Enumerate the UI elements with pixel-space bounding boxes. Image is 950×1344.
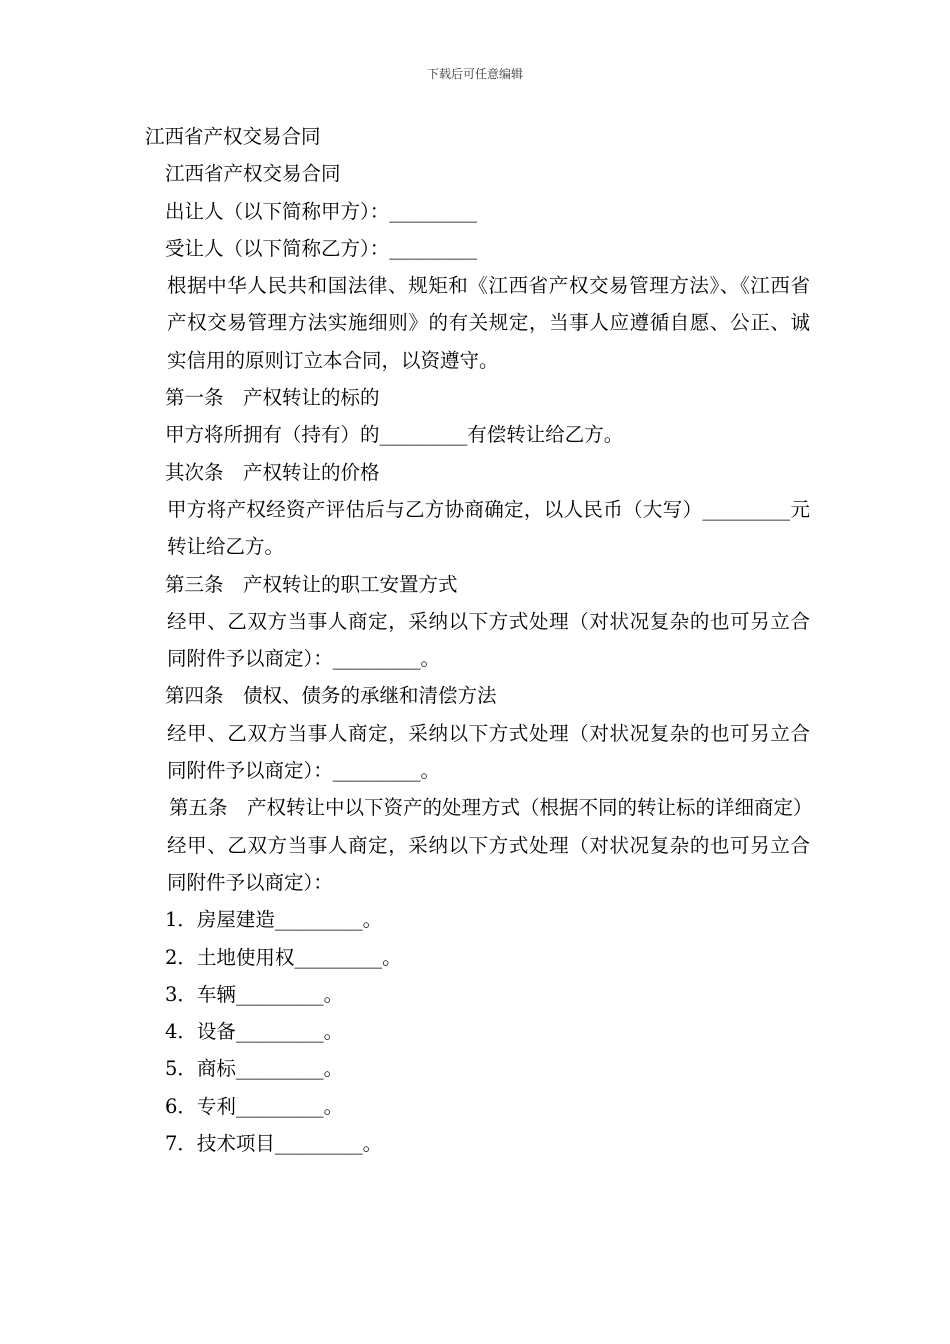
article-3-heading: 第三条 产权转让的职工安置方式: [165, 572, 458, 596]
list-item: 5．商标_________。: [165, 1057, 344, 1081]
list-item: 6．专利_________。: [165, 1094, 344, 1118]
document-body: [145, 118, 813, 1162]
preamble-paragraph: 根据中华人民共和国法律、规矩和《江西省产权交易管理方法》、《江西省产权交易管理方法实施细则》的有关规定，当事人应遵循自愿、公正、诚实信用的原则订立本合同，以资遵守。: [167, 274, 810, 372]
article-3-text: 经甲、乙双方当事人商定，采纳以下方式处理（对状况复杂的也可另立合同附件予以商定）：_________。: [167, 609, 810, 671]
article-4-heading: 第四条 债权、债务的承继和清偿方法: [165, 684, 497, 708]
article-2-text: 甲方将产权经资产评估后与乙方协商确定，以人民币（大写）_________元转让给乙方。: [167, 497, 810, 559]
transferor-line: 出让人（以下简称甲方）：_________: [165, 199, 478, 223]
list-item: 2．土地使用权_________。: [165, 945, 402, 969]
list-item: 4．设备_________。: [165, 1020, 344, 1044]
article-5-text: 经甲、乙双方当事人商定，采纳以下方式处理（对状况复杂的也可另立合同附件予以商定）：: [167, 833, 810, 894]
article-5-heading: 第五条 产权转让中以下资产的处理方式（根据不同的转让标的详细商定）: [169, 796, 813, 820]
contract-title: 江西省产权交易合同: [165, 162, 341, 186]
article-4-text: 经甲、乙双方当事人商定，采纳以下方式处理（对状况复杂的也可另立合同附件予以商定）：_________。: [167, 721, 810, 783]
article-1-text: 甲方将所拥有（持有）的_________有偿转让给乙方。: [165, 423, 624, 447]
article-1-heading: 第一条 产权转让的标的: [165, 386, 380, 410]
transferee-line: 受让人（以下简称乙方）：_________: [165, 236, 478, 260]
list-item: 7．技术项目_________。: [165, 1132, 383, 1156]
document-title: 江西省产权交易合同: [145, 125, 321, 148]
list-item: 1．房屋建造_________。: [165, 908, 383, 932]
page-header: 下载后可任意编辑: [426, 67, 523, 81]
article-2-heading: 其次条 产权转让的价格: [165, 460, 380, 484]
list-item: 3．车辆_________。: [165, 982, 344, 1006]
